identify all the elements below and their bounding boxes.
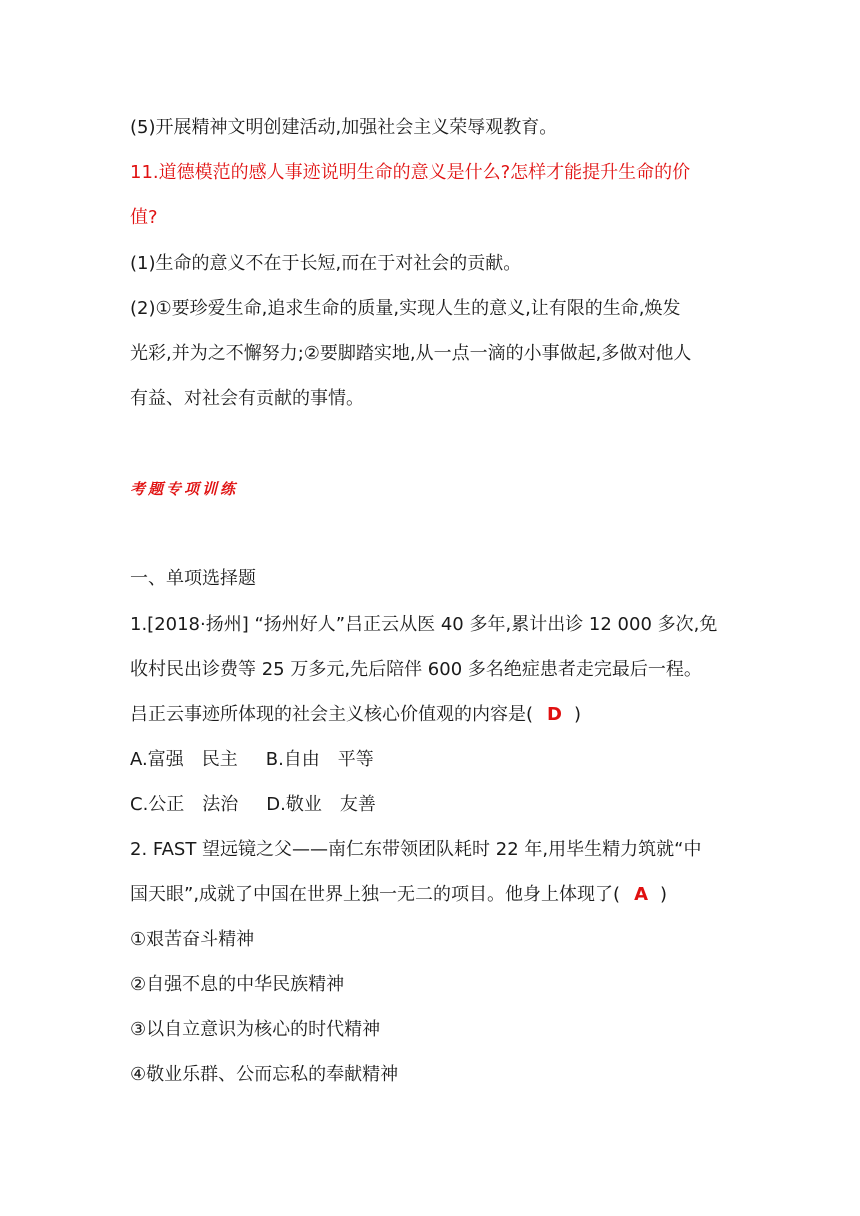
section-subtitle: 一、单项选择题 [130, 568, 256, 589]
question-11-line-1: 11.道德模范的感人事迹说明生命的意义是什么?怎样才能提升生命的价 [130, 162, 691, 183]
option-a-part-1: A.富强 [130, 749, 184, 770]
question-1-options-row-1 [130, 748, 374, 772]
item-5-text: (5)开展精神文明创建活动,加强社会主义荣辱观教育。 [130, 117, 558, 138]
answer-1-text: (1)生命的意义不在于长短,而在于对社会的贡献。 [130, 253, 522, 274]
option-d-part-2: 友善 [339, 794, 376, 815]
answer-2-line-3: 有益、对社会有贡献的事情。 [130, 388, 364, 409]
question-1-line-1: 1.[2018·扬州] “扬州好人”吕正云从医 40 多年,累计出诊 12 000 多次,免 [130, 614, 718, 635]
question-1-stem: 吕正云事迹所体现的社会主义核心价值观的内容是( [130, 704, 534, 725]
answer-2-line-1: (2)①要珍爱生命,追求生命的质量,实现人生的意义,让有限的生命,焕发 [130, 298, 681, 319]
question-2-statement-3: ③以自立意识为核心的时代精神 [130, 1019, 381, 1040]
question-2-line-2 [130, 883, 667, 907]
question-2-answer: A [634, 884, 649, 905]
question-2-stem: 国天眼”,成就了中国在世界上独一无二的项目。他身上体现了( [130, 884, 621, 905]
option-a-part-2: 民主 [201, 749, 238, 770]
question-2-statement-2: ②自强不息的中华民族精神 [130, 974, 345, 995]
question-2-line-1: 2. FAST 望远镜之父——南仁东带领团队耗时 22 年,用毕生精力筑就“中 [130, 839, 702, 860]
question-1-line-2: 收村民出诊费等 25 万多元,先后陪伴 600 多名绝症患者走完最后一程。 [130, 659, 702, 680]
question-2-close-paren: ) [660, 884, 668, 905]
question-1-close-paren: ) [573, 704, 582, 725]
option-c-part-1: C.公正 [130, 794, 185, 815]
question-1-line-3 [130, 703, 581, 727]
question-2-statement-4: ④敬业乐群、公而忘私的奉献精神 [130, 1064, 399, 1085]
option-c-part-2: 法治 [202, 794, 239, 815]
question-1-options-row-2 [130, 793, 376, 817]
question-2-statement-1: ①艰苦奋斗精神 [130, 929, 255, 950]
question-11-line-2: 值? [130, 207, 158, 228]
option-d-part-1: D.敬业 [266, 794, 322, 815]
option-b-part-1: B.自由 [265, 749, 320, 770]
section-title: 考题专项训练 [130, 480, 239, 498]
answer-2-line-2: 光彩,并为之不懈努力;②要脚踏实地,从一点一滴的小事做起,多做对他人 [130, 343, 692, 364]
question-1-answer: D [547, 704, 562, 725]
option-b-part-2: 平等 [337, 749, 374, 770]
